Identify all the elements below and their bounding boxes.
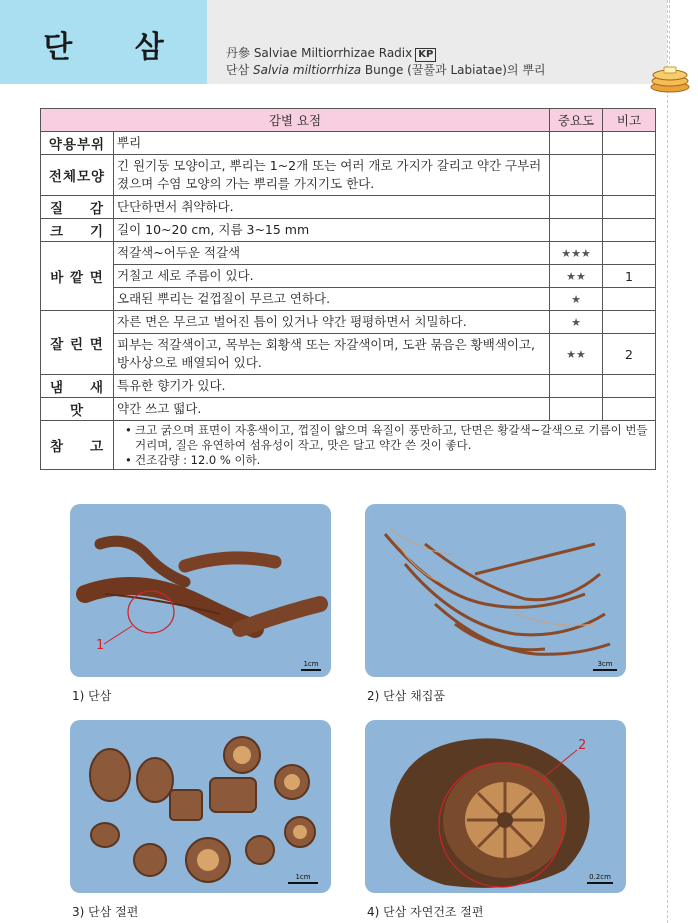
species-name: Salvia miltiorrhiza bbox=[253, 63, 362, 77]
table-row bbox=[41, 288, 656, 311]
table-row bbox=[41, 265, 656, 288]
col-header-note: 비고 bbox=[603, 109, 656, 132]
latin-name: 丹參 Salviae Miltiorrhizae Radix bbox=[226, 46, 413, 60]
photo-slices bbox=[70, 720, 331, 893]
row-label: 냄 새 bbox=[41, 375, 114, 398]
scale-bar: 1cm bbox=[288, 873, 318, 884]
title-box bbox=[0, 0, 207, 84]
family-desc: Bunge (꿀풀과 Labiatae)의 뿌리 bbox=[361, 63, 546, 77]
table-row bbox=[41, 375, 656, 398]
row-label: 약용부위 bbox=[41, 132, 114, 155]
importance-stars: ★★ bbox=[550, 334, 603, 375]
importance-stars: ★ bbox=[550, 288, 603, 311]
row-desc: 단단하면서 취약하다. bbox=[114, 196, 550, 219]
row-label: 잘 린 면 bbox=[41, 311, 114, 375]
scale-bar: 1cm bbox=[301, 660, 321, 671]
row-label: 질 감 bbox=[41, 196, 114, 219]
identification-table bbox=[40, 108, 656, 470]
row-desc: 뿌리 bbox=[114, 132, 550, 155]
row-label: 크 기 bbox=[41, 219, 114, 242]
marker-label: 2 bbox=[578, 738, 587, 753]
table-row bbox=[41, 132, 656, 155]
table-row bbox=[41, 421, 656, 470]
photo-caption: 3) 단삼 절편 bbox=[72, 905, 139, 919]
row-desc: 피부는 적갈색이고, 목부는 회황색 또는 자갈색이며, 도관 묶음은 황백색이고, 방사상으로 배열되어 있다. bbox=[114, 334, 550, 375]
scale-bar: 0.2cm bbox=[587, 873, 613, 884]
col-header-main: 감별 요점 bbox=[41, 109, 550, 132]
importance-stars: ★ bbox=[550, 311, 603, 334]
row-desc: 거칠고 세로 주름이 있다. bbox=[114, 265, 550, 288]
table-header-row bbox=[41, 109, 656, 132]
note-ref: 1 bbox=[603, 265, 656, 288]
table-row bbox=[41, 334, 656, 375]
marker-label: 1 bbox=[96, 638, 105, 653]
origin-korean: 단삼 bbox=[226, 63, 253, 77]
row-label: 참 고 bbox=[41, 421, 114, 470]
table-row bbox=[41, 219, 656, 242]
table-row bbox=[41, 311, 656, 334]
importance-stars: ★★★ bbox=[550, 242, 603, 265]
note-ref bbox=[603, 311, 656, 334]
row-label: 전체모양 bbox=[41, 155, 114, 196]
table-row bbox=[41, 155, 656, 196]
pancake-stack-icon bbox=[648, 60, 692, 94]
page-title: 단 삼 bbox=[43, 30, 190, 65]
margin-divider bbox=[667, 0, 668, 923]
importance-stars: ★★ bbox=[550, 265, 603, 288]
row-desc: 적갈색~어두운 적갈색 bbox=[114, 242, 550, 265]
photo-caption: 4) 단삼 자연건조 절편 bbox=[367, 905, 484, 919]
row-desc: 약간 쓰고 떫다. bbox=[114, 398, 550, 421]
row-desc: 자른 면은 무르고 벌어진 틈이 있거나 약간 평평하면서 치밀하다. bbox=[114, 311, 550, 334]
table-row bbox=[41, 196, 656, 219]
row-desc: 긴 원기둥 모양이고, 뿌리는 1~2개 또는 여러 개로 가지가 갈리고 약간 구부러졌으며 수염 모양의 가는 뿌리를 가지기도 한다. bbox=[114, 155, 550, 196]
photo-caption: 2) 단삼 채집품 bbox=[367, 689, 445, 703]
note-ref bbox=[603, 242, 656, 265]
list-item: • 건조감량 : 12.0 % 이하. bbox=[127, 453, 652, 468]
reference-cell bbox=[114, 421, 656, 470]
photo-cross-section bbox=[365, 720, 626, 893]
row-label: 바 깥 면 bbox=[41, 242, 114, 311]
table-row bbox=[41, 242, 656, 265]
note-ref: 2 bbox=[603, 334, 656, 375]
latin-name-line bbox=[226, 44, 436, 62]
photo-collected-specimen bbox=[365, 504, 626, 677]
row-desc: 길이 10~20 cm, 지름 3~15 mm bbox=[114, 219, 550, 242]
row-label: 맛 bbox=[41, 398, 114, 421]
col-header-importance: 중요도 bbox=[550, 109, 603, 132]
list-item: • 크고 굵으며 표면이 자홍색이고, 껍질이 얇으며 육질이 풍만하고, 단면은 황갈색~갈색으로 기름이 번들거리며, 질은 유연하여 섬유성이 작고, 맛은 달고 약간 쓴 것이 좋다. bbox=[127, 423, 652, 453]
note-ref bbox=[603, 288, 656, 311]
row-desc: 오래된 뿌리는 겉껍질이 무르고 연하다. bbox=[114, 288, 550, 311]
photo-whole-root bbox=[70, 504, 331, 677]
photo-caption: 1) 단삼 bbox=[72, 689, 112, 703]
scale-bar: 3cm bbox=[593, 660, 617, 671]
row-desc: 특유한 향기가 있다. bbox=[114, 375, 550, 398]
origin-line bbox=[226, 61, 546, 78]
kp-badge: KP bbox=[415, 48, 436, 62]
reference-list bbox=[117, 423, 652, 468]
table-row bbox=[41, 398, 656, 421]
